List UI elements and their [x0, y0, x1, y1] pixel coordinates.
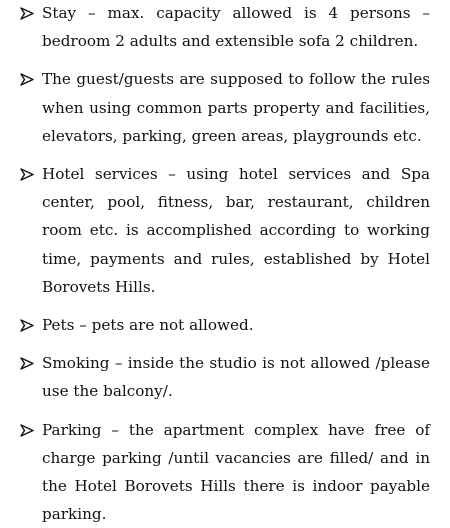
rule-text: The guest/guests are supposed to follow the rules when using common parts property and facilities, elevators, parking, green areas, playgrounds etc.: [42, 70, 430, 145]
rules-list: [20, 0, 430, 528]
arrowhead-bullet-icon: [20, 65, 38, 93]
rule-text: Stay – max. capacity allowed is 4 persons – bedroom 2 adults and extensible sofa 2 children.: [42, 4, 430, 51]
arrowhead-bullet-icon: [20, 160, 38, 188]
rule-item-pets: [20, 311, 430, 339]
rule-item-common-parts: [20, 65, 430, 150]
rule-item-stay: [20, 0, 430, 55]
rule-item-hotel-services: [20, 160, 430, 301]
rule-text: Smoking – inside the studio is not allowed /please use the balcony/.: [42, 354, 430, 401]
arrowhead-bullet-icon: [20, 0, 38, 27]
rule-text: Parking – the apartment complex have free of charge parking /until vacancies are filled/ and in the Hotel Borovets Hills there is indoor payable parking.: [42, 420, 430, 524]
rule-item-parking: [20, 416, 430, 528]
arrowhead-bullet-icon: [20, 349, 38, 377]
rule-text: Pets – pets are not allowed.: [42, 316, 254, 335]
arrowhead-bullet-icon: [20, 311, 38, 339]
arrowhead-bullet-icon: [20, 416, 38, 444]
rule-text: Hotel services – using hotel services and Spa center, pool, fitness, bar, restaurant, children room etc. is accomplished according to working time, payments and rules, established by Hotel Borovets Hills.: [42, 165, 430, 296]
rule-item-smoking: [20, 349, 430, 405]
